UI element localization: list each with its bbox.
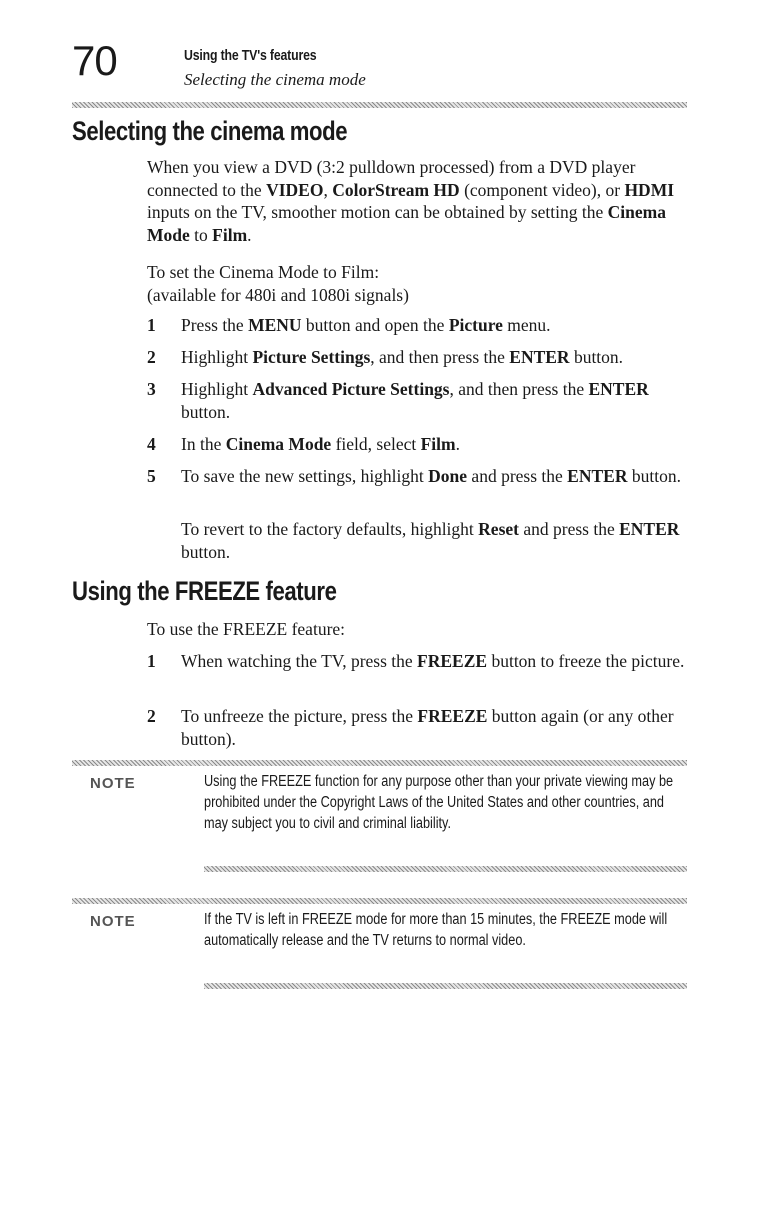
note-2-text: If the TV is left in FREEZE mode for more than 15 minutes, the FREEZE mode will automatically release and the TV returns to normal video. xyxy=(204,911,668,949)
cinema-heading: Selecting the cinema mode xyxy=(72,116,348,146)
note-2-top-rule xyxy=(72,898,687,904)
note-1-text: Using the FREEZE function for any purpose other than your private viewing may be prohibited under the Copyright Laws of the United States and other countries, and may subject you to civil and criminal liability. xyxy=(204,773,674,832)
note-2-label: NOTE xyxy=(90,913,136,930)
page-number: 70 xyxy=(72,37,117,84)
cinema-intro: When you view a DVD (3:2 pulldown processed) from a DVD player connected to the VIDEO, ColorStream HD (component video), or HDMI inputs on the TV, smoother motion can be obtained by setting the Cinema Mode to Film. xyxy=(147,157,675,245)
header-rule xyxy=(72,102,687,108)
freeze-lead: To use the FREEZE feature: xyxy=(147,619,346,639)
note-1-top-rule xyxy=(72,760,687,766)
freeze-heading: Using the FREEZE feature xyxy=(72,576,337,606)
note-2-bottom-rule xyxy=(204,983,687,989)
chapter-title: Using the TV's features xyxy=(184,47,317,64)
note-1-bottom-rule xyxy=(204,866,687,872)
note-1-label: NOTE xyxy=(90,775,136,792)
cinema-lead: To set the Cinema Mode to Film: (available for 480i and 1080i signals) xyxy=(147,262,409,305)
section-title: Selecting the cinema mode xyxy=(184,70,366,89)
